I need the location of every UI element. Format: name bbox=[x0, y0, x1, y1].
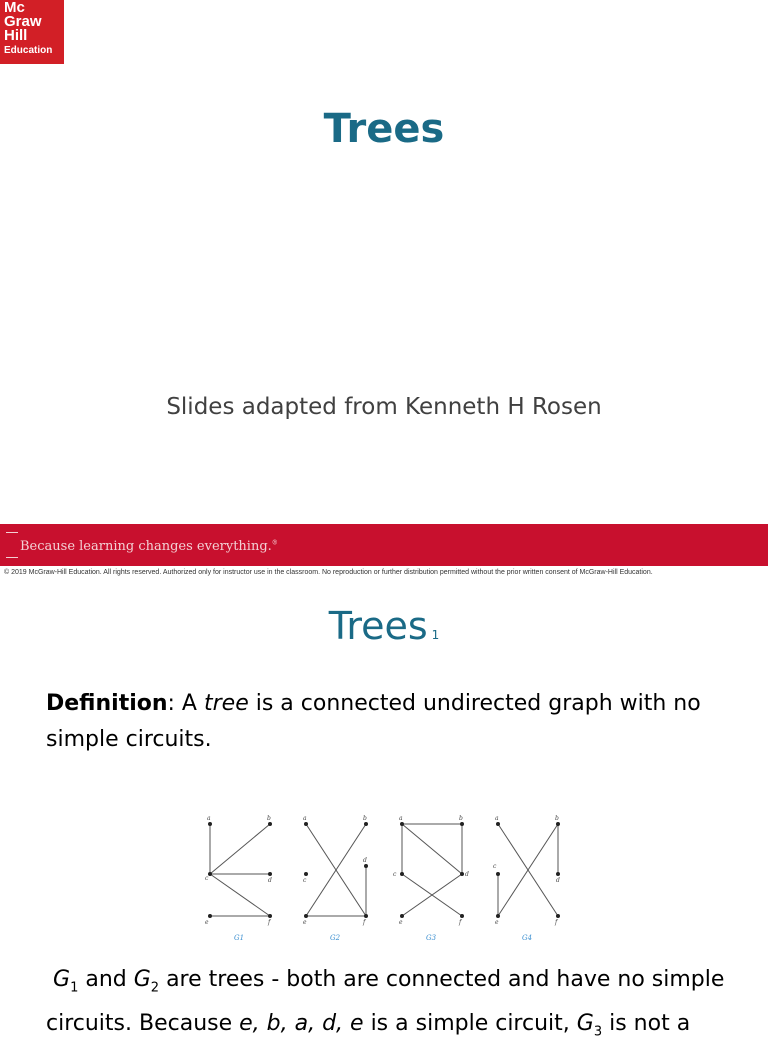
g1-subscript: 1 bbox=[70, 980, 79, 996]
svg-text:f: f bbox=[363, 919, 366, 926]
slide2-title-number: 1 bbox=[431, 628, 440, 642]
banner-mark-icon bbox=[6, 532, 18, 558]
svg-text:e: e bbox=[205, 919, 209, 926]
explanation-line2 bbox=[46, 1006, 746, 1050]
svg-text:e: e bbox=[399, 919, 403, 926]
graph-label-g1: G1 bbox=[234, 934, 245, 942]
definition-part-a: : A bbox=[167, 691, 204, 716]
slide-subtitle: Slides adapted from Kenneth H Rosen bbox=[166, 394, 602, 420]
definition-rest: is a connected undirected graph with no simple circuits. bbox=[46, 691, 701, 752]
svg-text:a: a bbox=[207, 815, 211, 822]
slide2-title bbox=[0, 604, 768, 648]
line2-part-b: is a simple circuit, bbox=[363, 1011, 577, 1037]
svg-text:d: d bbox=[363, 857, 367, 864]
graph-label-g4: G4 bbox=[522, 934, 533, 942]
mcgraw-hill-logo bbox=[0, 0, 64, 64]
svg-text:c: c bbox=[493, 863, 497, 870]
svg-text:f: f bbox=[555, 919, 558, 926]
g2-symbol: G bbox=[133, 967, 151, 992]
definition-text bbox=[46, 686, 736, 758]
g3-subscript: 3 bbox=[593, 1024, 603, 1040]
g1-symbol: G bbox=[53, 967, 71, 992]
logo-line3: Hill bbox=[4, 27, 28, 44]
svg-text:c: c bbox=[205, 875, 209, 882]
graph-label-g3: G3 bbox=[426, 934, 437, 942]
svg-text:e: e bbox=[495, 919, 499, 926]
banner-tagline-text: Because learning changes everything. bbox=[20, 539, 272, 554]
graph-label-g2: G2 bbox=[330, 934, 341, 942]
svg-text:a: a bbox=[495, 815, 499, 822]
svg-text:a: a bbox=[399, 815, 403, 822]
g3-symbol: G bbox=[576, 1011, 594, 1037]
svg-text:e: e bbox=[303, 919, 307, 926]
svg-text:a: a bbox=[303, 815, 307, 822]
svg-text:f: f bbox=[268, 919, 271, 926]
svg-text:d: d bbox=[465, 871, 469, 878]
line1-rest: are trees - both are connected and have no simple bbox=[159, 967, 725, 992]
explanation-text bbox=[46, 962, 746, 1051]
explanation-line1 bbox=[46, 962, 746, 1006]
svg-text:b: b bbox=[363, 815, 367, 822]
definition-term: tree bbox=[203, 691, 249, 716]
banner-trademark: ® bbox=[271, 539, 278, 547]
svg-text:d: d bbox=[268, 877, 272, 884]
logo-line1: Mc bbox=[4, 0, 25, 16]
svg-text:b: b bbox=[267, 815, 271, 822]
g2-subscript: 2 bbox=[150, 980, 160, 996]
circuit-sequence: e, b, a, d, e bbox=[239, 1011, 364, 1037]
footer-banner bbox=[0, 524, 768, 566]
line2-part-a: circuits. Because bbox=[46, 1011, 240, 1037]
slide2-title-text: Trees bbox=[328, 604, 428, 648]
copyright-notice: © 2019 McGraw-Hill Education. All rights reserved. Authorized only for instructor use in the classroom. No reproduction or further distribution permitted without the prior written consent of McGraw-Hill Education. bbox=[4, 569, 653, 576]
and-text: and bbox=[78, 967, 134, 992]
graphs-figure bbox=[196, 812, 576, 948]
svg-text:b: b bbox=[555, 815, 559, 822]
svg-text:d: d bbox=[556, 877, 560, 884]
svg-text:c: c bbox=[393, 871, 397, 878]
svg-text:b: b bbox=[459, 815, 463, 822]
slide-title: Trees bbox=[323, 106, 445, 152]
svg-text:c: c bbox=[303, 877, 307, 884]
banner-tagline bbox=[20, 539, 278, 554]
line2-part-c: is not a bbox=[602, 1011, 691, 1037]
definition-label: Definition bbox=[46, 691, 168, 716]
logo-line4: Education bbox=[4, 45, 53, 56]
logo-line2: Graw bbox=[4, 13, 42, 30]
svg-text:f: f bbox=[459, 919, 462, 926]
